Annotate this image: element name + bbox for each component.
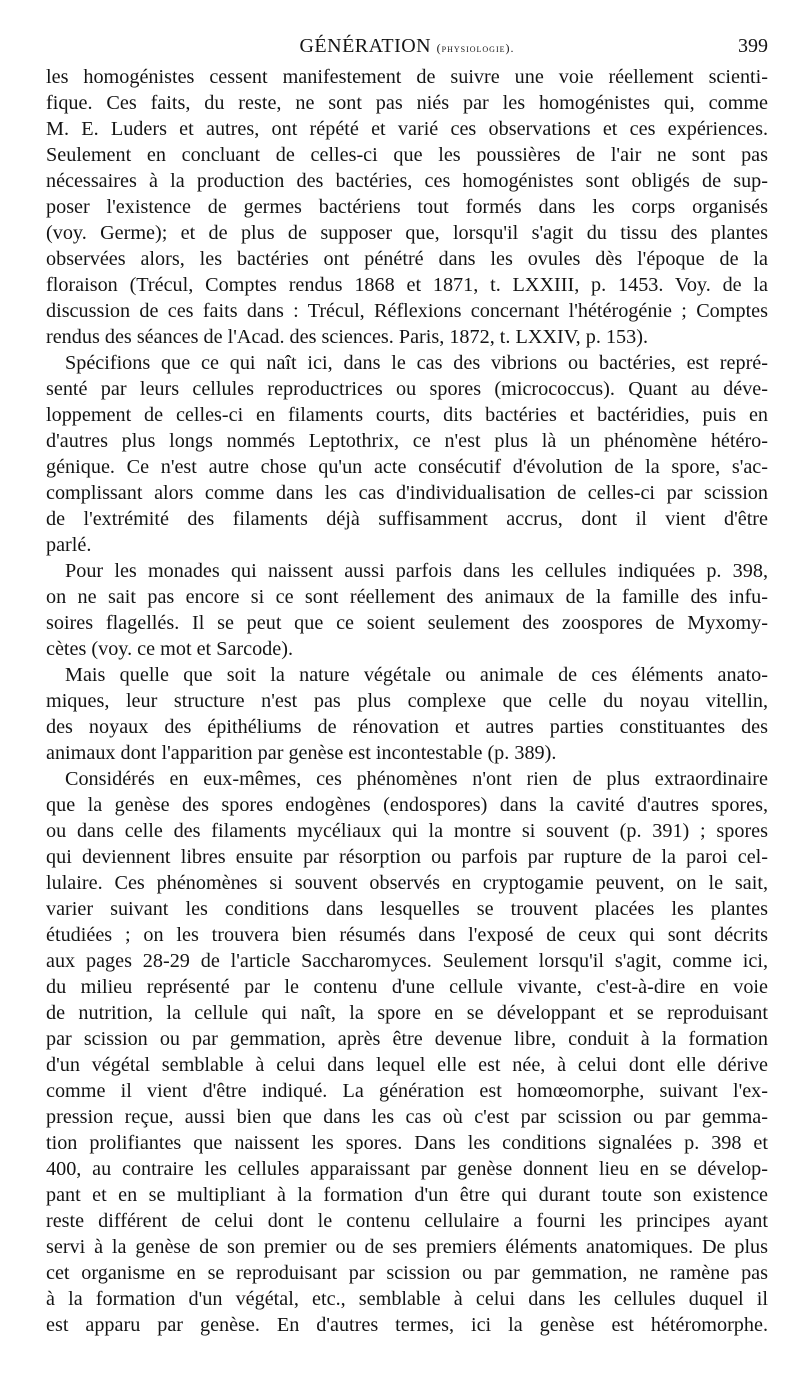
text-line: du milieu représenté par le contenu d'une cellule vivante, c'est-à-dire en voie: [46, 976, 768, 998]
text-line: observées alors, les bactéries ont pénétré dans les ovules dès l'époque de la: [46, 248, 768, 270]
text-line: discussion de ces faits dans : Trécul, Réflexions concernant l'hétérogénie ; Comptes: [46, 300, 768, 322]
text-line: varier suivant les conditions dans lesquelles se trouvent placées les plantes: [46, 898, 768, 920]
text-line: fique. Ces faits, du reste, ne sont pas niés par les homogénistes qui, comme: [46, 92, 768, 114]
text-line: des noyaux des épithéliums de rénovation et autres parties constituantes des: [46, 716, 768, 738]
text-line: complissant alors comme dans les cas d'individualisation de celles-ci par scission: [46, 482, 768, 504]
text-line: parlé.: [46, 534, 92, 556]
text-line: on ne sait pas encore si ce sont réellement des animaux de la famille des infu-: [46, 586, 768, 608]
text-line: est apparu par genèse. En d'autres termes, ici la genèse est hétéromorphe.: [46, 1314, 768, 1336]
text-line: ou dans celle des filaments mycéliaux qui la montre si souvent (p. 391) ; spores: [46, 820, 768, 842]
text-line: les homogénistes cessent manifestement de suivre une voie réellement scienti-: [46, 66, 768, 88]
text-line: qui deviennent libres ensuite par résorption ou parfois par rupture de la paroi cel-: [46, 846, 768, 868]
text-line: animaux dont l'apparition par genèse est incontestable (p. 389).: [46, 742, 557, 764]
text-line: Spécifions que ce qui naît ici, dans le cas des vibrions ou bactéries, est repré-: [65, 352, 768, 374]
text-line: par scission ou par gemmation, après être devenue libre, conduit à la formation: [46, 1028, 768, 1050]
header-title-main: GÉNÉRATION: [299, 35, 432, 57]
text-line: 400, au contraire les cellules apparaissant par genèse donnent lieu en se dévelop-: [46, 1158, 768, 1180]
text-line: pression reçue, aussi bien que dans les cas où c'est par scission ou par gemma-: [46, 1106, 768, 1128]
text-line: floraison (Trécul, Comptes rendus 1868 et 1871, t. LXXIII, p. 1453. Voy. de la: [46, 274, 768, 296]
text-line: senté par leurs cellules reproductrices ou spores (micrococcus). Quant au déve-: [46, 378, 768, 400]
text-line: tion prolifiantes que naissent les spores. Dans les conditions signalées p. 398 et: [46, 1132, 768, 1154]
text-line: Considérés en eux-mêmes, ces phénomènes n'ont rien de plus extraordinaire: [65, 768, 768, 790]
text-line: servi à la genèse de son premier ou de ses premiers éléments anatomiques. De plus: [46, 1236, 768, 1258]
text-line: cet organisme en se reproduisant par scission ou par gemmation, ne ramène pas: [46, 1262, 768, 1284]
text-line: d'un végétal semblable à celui dans lequel elle est née, à celui dont elle dérive: [46, 1054, 768, 1076]
text-line: soires flagellés. Il se peut que ce soient seulement des zoospores de Myxomy-: [46, 612, 768, 634]
text-line: [46, 1338, 768, 1364]
text-line: lulaire. Ces phénomènes si souvent observés en cryptogamie peuvent, on le sait,: [46, 872, 768, 894]
body-text: [46, 64, 768, 1364]
text-line: génique. Ce n'est autre chose qu'un acte consécutif d'évolution de la spore, s'ac-: [46, 456, 768, 478]
text-line: miques, leur structure n'est pas plus complexe que celle du noyau vitellin,: [46, 690, 768, 712]
text-line: à la formation d'un végétal, etc., semblable à celui dans les cellules duquel il: [46, 1288, 768, 1310]
text-line: cètes (voy. ce mot et Sarcode).: [46, 638, 294, 660]
text-line: M. E. Luders et autres, ont répété et varié ces observations et ces expériences.: [46, 118, 768, 140]
text-line: Mais quelle que soit la nature végétale ou animale de ces éléments anato-: [65, 664, 768, 686]
text-line: nécessaires à la production des bactéries, ces homogénistes sont obligés de sup-: [46, 170, 768, 192]
text-line: étudiées ; on les trouvera bien résumés dans l'exposé de ceux qui sont décrits: [46, 924, 768, 946]
text-line: poser l'existence de germes bactériens tout formés dans les corps organisés: [46, 196, 768, 218]
text-line: de l'extrémité des filaments déjà suffisamment accrus, dont il vient d'être: [46, 508, 768, 530]
text-line: aux pages 28-29 de l'article Saccharomyces. Seulement lorsqu'il s'agit, comme ici,: [46, 950, 768, 972]
running-header: [46, 35, 768, 65]
text-line: loppement de celles-ci en filaments courts, dits bactéries et bactéridies, puis en: [46, 404, 768, 426]
text-line: de nutrition, la cellule qui naît, la spore en se développant et se reproduisant: [46, 1002, 768, 1024]
text-line: Seulement en concluant de celles-ci que les poussières de l'air ne sont pas: [46, 144, 768, 166]
text-line: rendus des séances de l'Acad. des sciences. Paris, 1872, t. LXXIV, p. 153).: [46, 326, 649, 348]
text-line: comme il vient d'être indiqué. La génération est homœomorphe, suivant l'ex-: [46, 1080, 768, 1102]
text-line: (voy. Germe); et de plus de supposer que, lorsqu'il s'agit du tissu des plantes: [46, 222, 768, 244]
header-title: [46, 35, 768, 58]
text-line: d'autres plus longs nommés Leptothrix, ce n'est plus là un phénomène hétéro-: [46, 430, 768, 452]
text-line: Pour les monades qui naissent aussi parfois dans les cellules indiquées p. 398,: [65, 560, 768, 582]
text-line: reste différent de celui dont le contenu cellulaire a fourni les principes ayant: [46, 1210, 768, 1232]
text-line: que la genèse des spores endogènes (endospores) dans la cavité d'autres spores,: [46, 794, 768, 816]
page-number: 399: [738, 35, 768, 57]
text-line: pant et en se multipliant à la formation d'un être qui durant toute son existence: [46, 1184, 768, 1206]
header-title-subtitle: (physiologie).: [436, 41, 515, 55]
